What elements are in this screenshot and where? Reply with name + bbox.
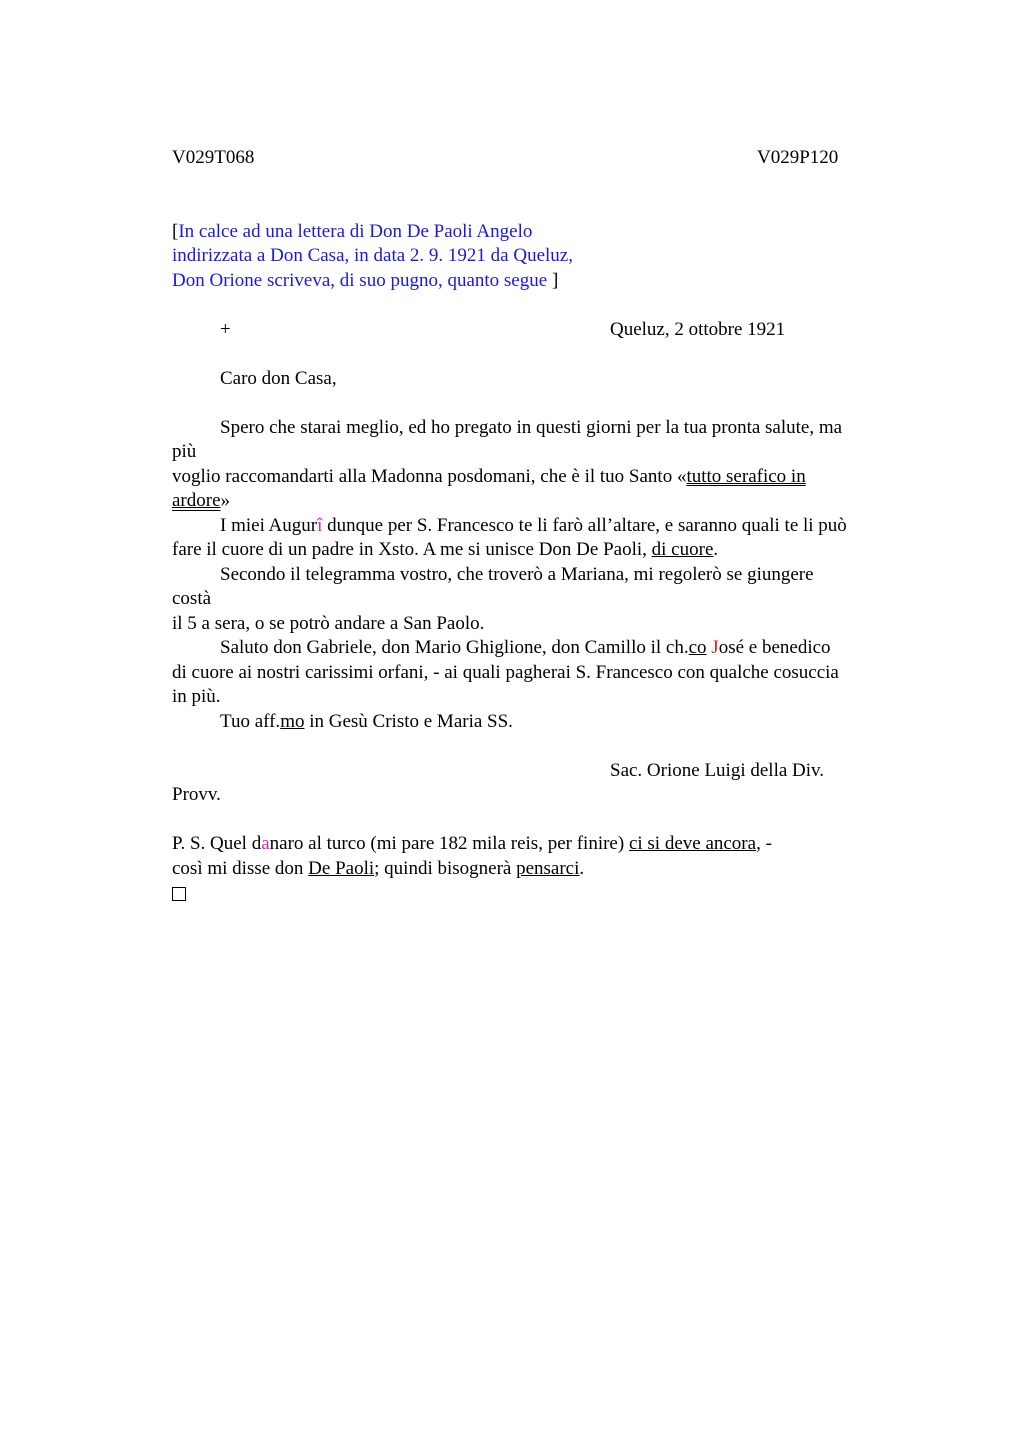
- closing: [172, 710, 904, 735]
- salutation: Caro don Casa,: [220, 367, 337, 389]
- closing-mo: mo: [280, 710, 305, 732]
- header-left-code: V029T068: [172, 147, 255, 168]
- p4-co: co: [688, 637, 707, 658]
- empty-square-icon: [172, 887, 186, 901]
- paragraph-3: [172, 563, 904, 637]
- postscript: [172, 832, 904, 909]
- p3-line-3: il 5 a sera, o se potrò andare a San Paolo.: [172, 612, 485, 634]
- p2-text-c: dunque per S. Francesco te li farò all’altare, e saranno quali te li può: [322, 514, 847, 536]
- ps-underlined-3: pensarci: [516, 857, 580, 879]
- note-line-1: In calce ad una lettera di Don De Paoli Angelo: [178, 220, 533, 242]
- ps-line-2-end: .: [579, 857, 585, 879]
- note-open-bracket: [: [172, 220, 179, 242]
- header-codes: [172, 146, 904, 171]
- p4-red-letter: J: [711, 637, 719, 658]
- p2-line-2-end: .: [713, 539, 719, 560]
- ps-text-c: , -: [756, 833, 772, 854]
- ps-line-2-b: ; quindi bisognerà: [374, 857, 517, 879]
- signature-line-1: Sac. Orione Luigi della Div.: [610, 759, 825, 781]
- ps-text-a: P. S. Quel d: [172, 833, 262, 854]
- editorial-note: [172, 220, 904, 294]
- ps-text-b: naro al turco (mi pare 182 mila reis, per finire): [269, 833, 629, 854]
- document-page: [172, 146, 904, 909]
- signature: [172, 759, 904, 784]
- p2-accent-letter: î: [317, 514, 323, 536]
- p1-quote-close: »: [220, 490, 231, 511]
- closing-b: in Gesù Cristo e Maria SS.: [304, 710, 513, 732]
- ps-underlined-2: De Paoli: [308, 857, 375, 879]
- note-line-2: indirizzata a Don Casa, in data 2. 9. 1921 da Queluz,: [172, 245, 573, 266]
- p1-quote-part-1: tutto serafico in: [686, 465, 806, 487]
- p4-text-a: Saluto don Gabriele, don Mario Ghiglione, don Camillo il ch.: [220, 637, 689, 658]
- p2-text-a: I miei Augur: [220, 514, 318, 536]
- p4-line-2: di cuore ai nostri carissimi orfani, - ai quali pagherai S. Francesco con qualche cosuccia: [172, 661, 839, 683]
- paragraph-4: [172, 636, 904, 710]
- cross-mark: +: [220, 318, 231, 340]
- p4-rest: osé e benedico: [718, 637, 831, 658]
- ps-colored-letter: a: [261, 833, 270, 854]
- place-date: Queluz, 2 ottobre 1921: [610, 318, 786, 340]
- p1-line-1: Spero che starai meglio, ed ho pregato in questi giorni per la tua pronta salute, ma: [220, 416, 843, 438]
- signature-line-2: Provv.: [172, 784, 221, 805]
- p4-line-3: in più.: [172, 686, 221, 707]
- p1-line-2: più: [172, 441, 197, 462]
- ps-underlined-1: ci si deve ancora: [628, 833, 757, 854]
- p2-line-2: fare il cuore di un padre in Xsto. A me si unisce Don De Paoli,: [172, 539, 652, 560]
- p3-line-1: Secondo il telegramma vostro, che troverò a Mariana, mi regolerò se giungere: [220, 563, 814, 585]
- p1-quote-part-2: ardore: [172, 490, 221, 511]
- closing-a: Tuo aff.: [220, 710, 281, 732]
- paragraph-2: [172, 514, 904, 563]
- p1-line-3: voglio raccomandarti alla Madonna posdomani, che è il tuo Santo «: [172, 465, 687, 487]
- letter-header: [172, 318, 904, 343]
- p3-line-2: costà: [172, 588, 212, 609]
- header-right-code: V029P120: [757, 147, 839, 168]
- note-close-bracket: ]: [547, 269, 559, 291]
- p2-underlined: di cuore: [651, 539, 714, 560]
- note-line-3: Don Orione scriveva, di suo pugno, quanto segue: [172, 269, 548, 291]
- paragraph-1: [172, 416, 904, 514]
- ps-line-2-a: così mi disse don: [172, 857, 309, 879]
